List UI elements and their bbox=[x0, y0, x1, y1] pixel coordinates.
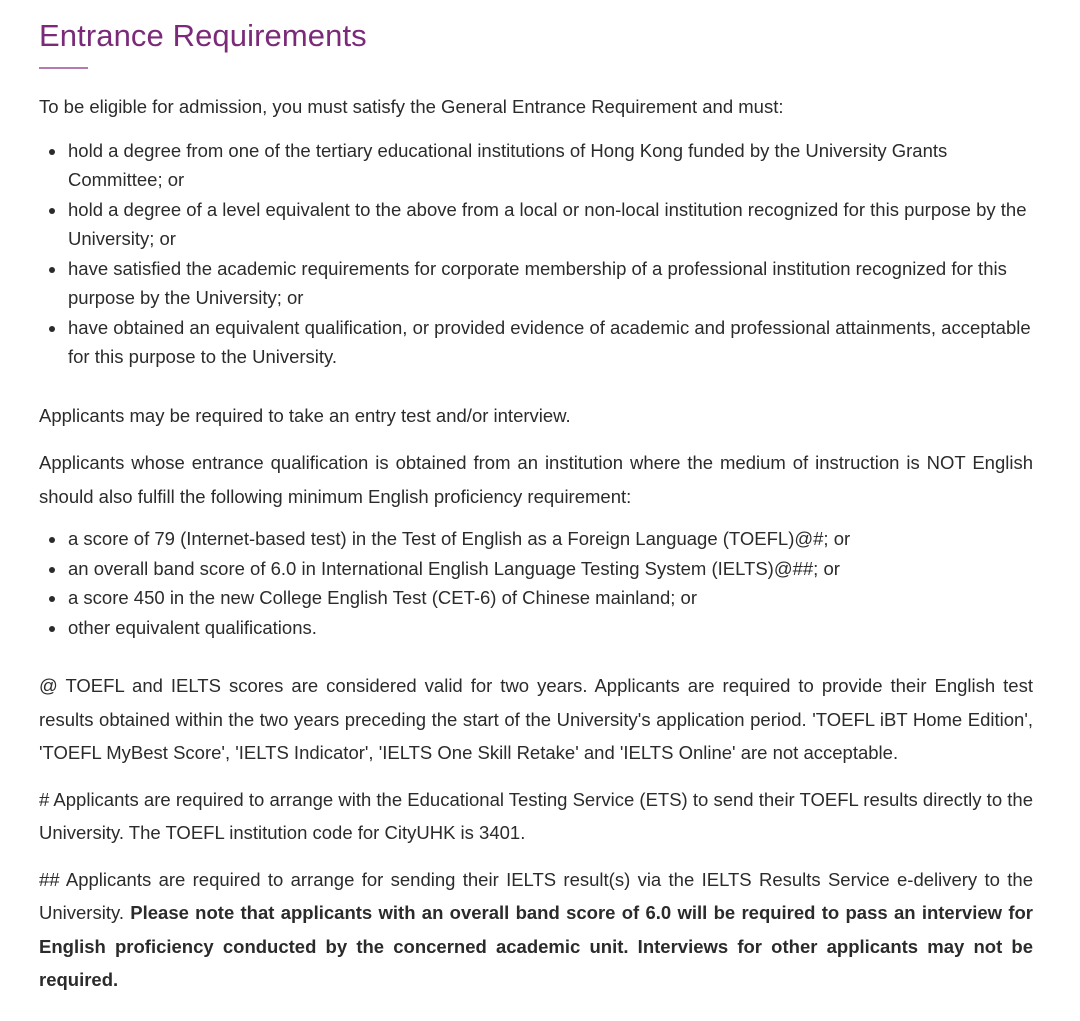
list-item: have obtained an equivalent qualification, or provided evidence of academic and professional attainments, acceptable for this purpose to the University. bbox=[39, 313, 1033, 372]
intro-text: To be eligible for admission, you must satisfy the General Entrance Requirement and must: bbox=[39, 96, 784, 117]
english-requirement-intro: Applicants whose entrance qualification is obtained from an institution where the medium of instruction is NOT English should also fulfill the following minimum English proficiency requirement: bbox=[39, 452, 1033, 507]
ielts-delivery-note bbox=[39, 863, 1033, 997]
score-validity-note: @ TOEFL and IELTS scores are considered valid for two years. Applicants are required to provide their English test results obtained within the two years preceding the start of the University's application period. 'TOEFL iBT Home Edition', 'TOEFL MyBest Score', 'IELTS Indicator', 'IELTS One Skill Retake' and 'IELTS Online' are not acceptable. bbox=[39, 675, 1033, 763]
entry-test-note: Applicants may be required to take an entry test and/or interview. bbox=[39, 404, 571, 426]
list-item: a score 450 in the new College English Test (CET-6) of Chinese mainland; or bbox=[39, 583, 1033, 613]
list-item: a score of 79 (Internet-based test) in the Test of English as a Foreign Language (TOEFL)@#; or bbox=[39, 524, 1033, 554]
list-item: have satisfied the academic requirements for corporate membership of a professional institution recognized for this purpose by the University; or bbox=[39, 254, 1033, 313]
toefl-ets-note: # Applicants are required to arrange with the Educational Testing Service (ETS) to send their TOEFL results directly to the University. The TOEFL institution code for CityUHK is 3401. bbox=[39, 788, 1033, 843]
title-underline bbox=[39, 67, 88, 69]
english-requirements-list bbox=[39, 524, 1033, 642]
list-item: other equivalent qualifications. bbox=[39, 613, 1033, 643]
list-item: hold a degree from one of the tertiary educational institutions of Hong Kong funded by the University Grants Committee; or bbox=[39, 136, 1033, 195]
list-item: hold a degree of a level equivalent to the above from a local or non-local institution recognized for this purpose by the University; or bbox=[39, 195, 1033, 254]
degree-requirements-list bbox=[39, 136, 1033, 372]
page-title: Entrance Requirements bbox=[39, 18, 367, 53]
list-item: an overall band score of 6.0 in International English Language Testing System (IELTS)@##; or bbox=[39, 554, 1033, 584]
entrance-requirements-section bbox=[39, 0, 1033, 997]
ielts-delivery-text: ## Applicants are required to arrange for sending their IELTS result(s) via the IELTS Results Service e-delivery to the University. bbox=[39, 868, 1033, 923]
ielts-interview-warning: Please note that applicants with an overall band score of 6.0 will be required to pass an interview for English proficiency conducted by the concerned academic unit. Interviews for other applicants may not be required. bbox=[39, 902, 1033, 990]
